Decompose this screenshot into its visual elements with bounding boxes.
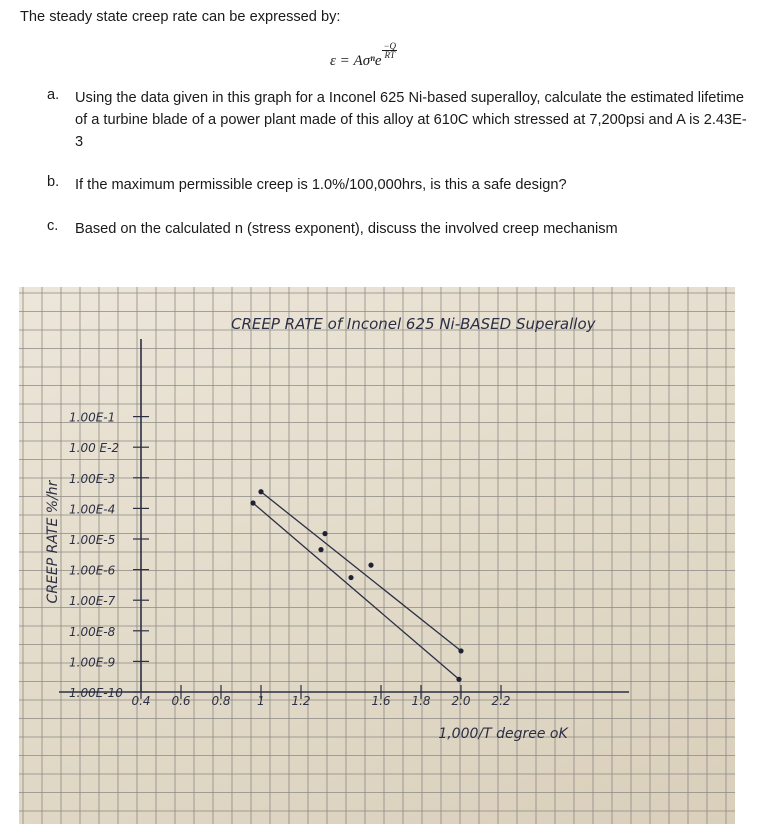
y-tick-label: 1.00E-8 xyxy=(69,624,116,639)
y-tick-label: 1.00E-5 xyxy=(69,533,116,547)
x-tick-label: 2.2 xyxy=(491,694,511,708)
x-tick-label: 2.0 xyxy=(451,694,471,708)
x-tick-label: 1.8 xyxy=(411,694,431,708)
series-line xyxy=(253,503,459,679)
data-point xyxy=(258,489,263,494)
y-tick-label: 1.00E-7 xyxy=(69,594,116,609)
data-point xyxy=(318,547,323,552)
chart-axes xyxy=(59,339,629,692)
y-tick-label: 1.00E-10 xyxy=(69,686,123,700)
data-point xyxy=(322,531,327,536)
exponent-denominator: RT xyxy=(384,50,396,60)
y-tick-label: 1.00 E-2 xyxy=(69,441,120,456)
y-axis-label: CREEP RATE %/hr xyxy=(45,480,61,604)
x-tick-labels xyxy=(131,694,510,708)
creep-chart xyxy=(19,287,735,824)
x-tick-label: 0.8 xyxy=(211,694,231,708)
y-tick-labels xyxy=(69,411,123,700)
data-point xyxy=(368,563,373,568)
question-text: If the maximum permissible creep is 1.0%/100,000hrs, is this a safe design? xyxy=(75,177,567,193)
equation-main: ε = Aσⁿe xyxy=(330,53,382,69)
y-tick-label: 1.00E-9 xyxy=(69,655,116,670)
chart-title: CREEP RATE of Inconel 625 Ni-BASED Superalloy xyxy=(231,315,596,333)
intro-text: The steady state creep rate can be expressed by: xyxy=(20,9,341,25)
y-tick-label: 1.00E-1 xyxy=(69,410,116,425)
equation-exponent xyxy=(382,42,397,59)
question-text: Based on the calculated n (stress exponent), discuss the involved creep mechanism xyxy=(75,221,618,237)
question-marker: a. xyxy=(47,87,60,103)
creep-rate-equation xyxy=(330,42,397,70)
data-series xyxy=(250,489,463,682)
question-text: Using the data given in this graph for a Inconel 625 Ni-based superalloy, calculate the estimated lifetime of a turbine blade of a power plant made of this alloy at 610C which stressed at 7,200psi and A is 2.43E-3 xyxy=(75,90,747,150)
data-point xyxy=(458,648,463,653)
graph-paper-grid xyxy=(19,287,735,824)
question-marker: c. xyxy=(47,218,59,234)
data-point xyxy=(348,575,353,580)
x-tick-label: 1 xyxy=(257,694,265,708)
x-axis-label: 1,000/T degree oK xyxy=(438,726,568,742)
series-line xyxy=(261,492,461,651)
series-group xyxy=(250,500,461,681)
x-tick-label: 0.6 xyxy=(171,694,191,708)
data-point xyxy=(250,500,255,505)
question-marker: b. xyxy=(47,174,60,190)
x-tick-label: 1.2 xyxy=(291,694,311,708)
exponent-numerator: −Q xyxy=(383,41,397,51)
creep-chart-photo xyxy=(19,287,735,824)
x-tick-label: 1.6 xyxy=(371,694,391,708)
y-tick-label: 1.00E-6 xyxy=(69,563,116,578)
x-tick-label: 0.4 xyxy=(131,694,151,708)
y-tick-label: 1.00E-3 xyxy=(69,471,116,486)
data-point xyxy=(456,677,461,682)
y-tick-label: 1.00E-4 xyxy=(69,502,116,517)
